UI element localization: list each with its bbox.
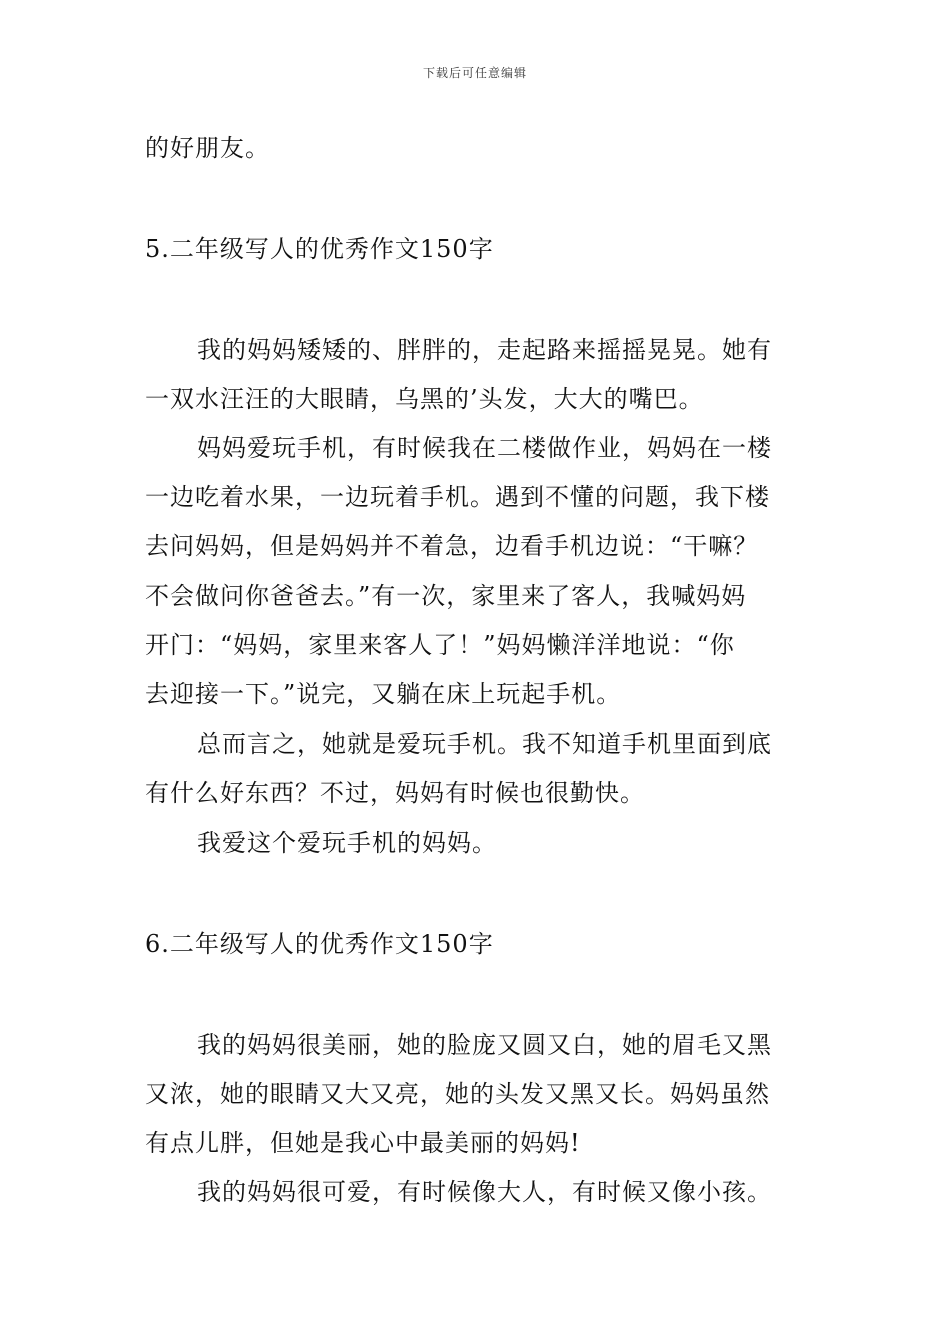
text-line: 我的妈妈矮矮的、胖胖的，走起路来摇摇晃晃。她有 [197, 336, 772, 364]
text-line: 我爱这个爱玩手机的妈妈。 [197, 829, 497, 857]
text-line: 不会做问你爸爸去。”有一次，家里来了客人，我喊妈妈 [145, 582, 747, 610]
section-heading: 5.二年级写人的优秀作文150字 [145, 235, 494, 263]
text-line: 去问妈妈，但是妈妈并不着急，边看手机边说：“干嘛？ [145, 532, 759, 560]
text-line: 我的妈妈很美丽，她的脸庞又圆又白，她的眉毛又黑 [197, 1031, 772, 1059]
text-line: 我的妈妈很可爱，有时候像大人，有时候又像小孩。 [197, 1178, 772, 1206]
text-line: 总而言之，她就是爱玩手机。我不知道手机里面到底 [197, 730, 772, 758]
text-line: 去迎接一下。”说完，又躺在床上玩起手机。 [145, 680, 622, 708]
section-heading: 6.二年级写人的优秀作文150字 [145, 930, 494, 958]
text-line: 开门：“妈妈，家里来客人了！”妈妈懒洋洋地说：“你 [145, 631, 735, 659]
text-line: 有点儿胖，但她是我心中最美丽的妈妈! [145, 1129, 581, 1157]
text-line: 一双水汪汪的大眼睛，乌黑的’头发，大大的嘴巴。 [145, 385, 704, 413]
text-line: 又浓，她的眼睛又大又亮，她的头发又黑又长。妈妈虽然 [145, 1080, 770, 1108]
text-line: 一边吃着水果，一边玩着手机。遇到不懂的问题，我下楼 [145, 483, 770, 511]
text-line: 妈妈爱玩手机，有时候我在二楼做作业，妈妈在一楼 [197, 434, 772, 462]
page-header: 下载后可任意编辑 [422, 66, 527, 80]
text-line: 的好朋友。 [145, 134, 270, 162]
text-line: 有什么好东西？不过，妈妈有时候也很勤快。 [145, 779, 645, 807]
